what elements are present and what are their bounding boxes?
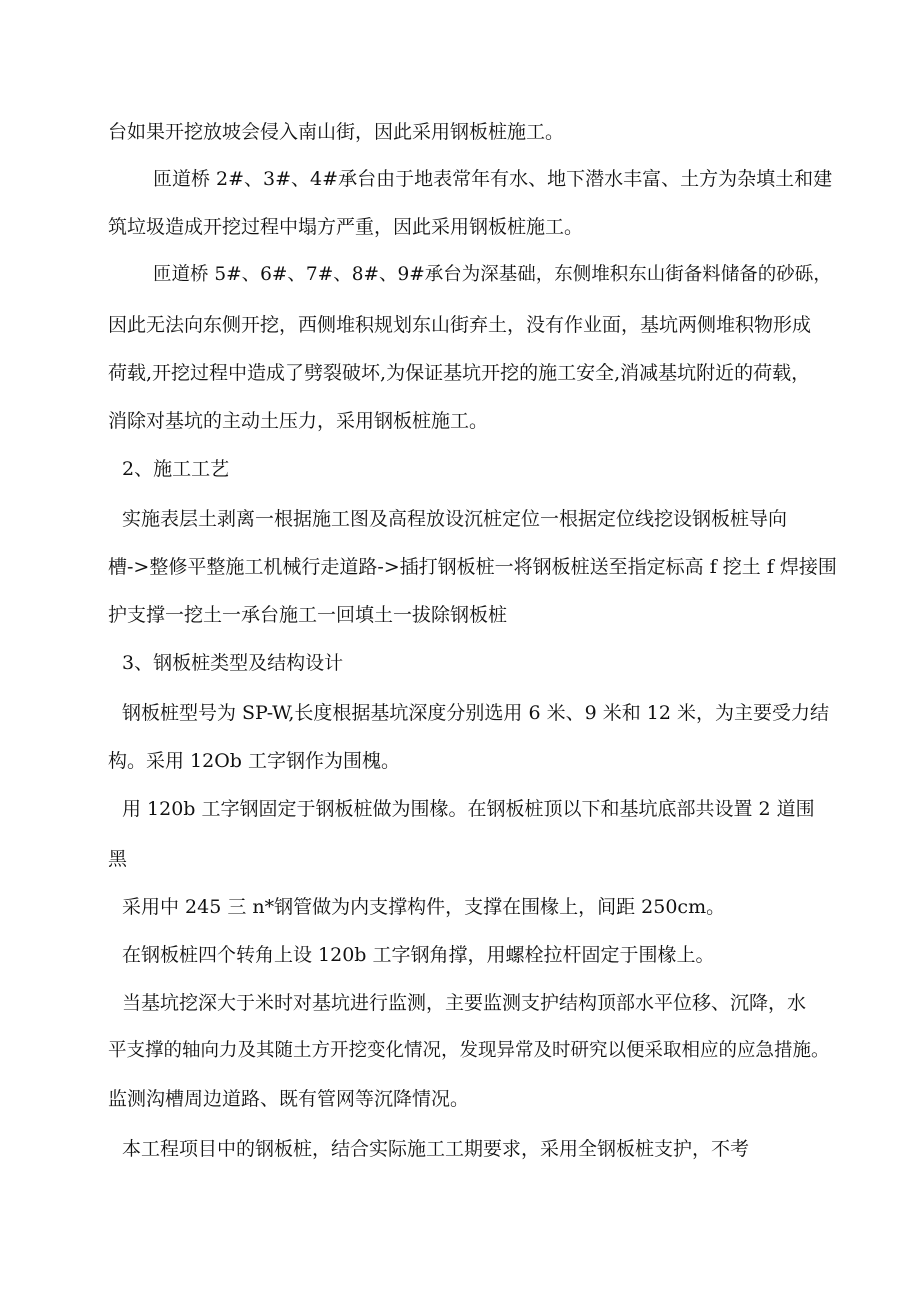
text-line: 本工程项目中的钢板桩，结合实际施工工期要求，采用全钢板桩支护，不考 bbox=[122, 1138, 750, 1160]
text-line: 因此无法向东侧开挖，西侧堆积规划东山街弃土，没有作业面，基坑两侧堆积物形成 bbox=[108, 314, 812, 336]
text-line: 筑垃圾造成开挖过程中塌方严重，因此采用钢板桩施工。 bbox=[108, 216, 584, 238]
text-line: 槽->整修平整施工机械行走道路->插打钢板桩一将钢板桩送至指定标高 f 挖土 f 焊接围 bbox=[108, 556, 837, 578]
text-line: 监测沟槽周边道路、既有管网等沉降情况。 bbox=[108, 1088, 470, 1110]
text-line: 平支撑的轴向力及其随土方开挖变化情况，发现异常及时研究以便采取相应的应急措施。 bbox=[108, 1040, 830, 1061]
text-line: 匝道桥 5#、6#、7#、8#、9#承台为深基础，东侧堆积东山街备料储备的砂砾， bbox=[153, 264, 832, 285]
text-line: 黑 bbox=[108, 848, 128, 870]
text-line: 构。采用 12Ob 工字钢作为围槐。 bbox=[108, 750, 400, 772]
section-heading: 3、钢板桩类型及结构设计 bbox=[122, 652, 344, 674]
text-line: 当基坑挖深大于米时对基坑进行监测，主要监测支护结构顶部水平位移、沉降，水 bbox=[122, 992, 807, 1014]
text-line: 匝道桥 2#、3#、4#承台由于地表常年有水、地下潜水丰富、土方为杂填土和建 bbox=[153, 168, 833, 190]
section-heading: 2、施工工艺 bbox=[122, 458, 230, 480]
text-line: 用 120b 工字钢固定于钢板桩做为围椽。在钢板桩顶以下和基坑底部共设置 2 道围 bbox=[122, 798, 815, 820]
text-line: 台如果开挖放坡会侵入南山街，因此采用钢板桩施工。 bbox=[108, 121, 565, 143]
text-line: 实施表层土剥离一根据施工图及高程放设沉桩定位一根据定位线挖设钢板桩导向 bbox=[122, 508, 788, 530]
text-line: 护支撑一挖土一承台施工一回填土一拔除钢板桩 bbox=[108, 604, 508, 626]
text-line: 荷载,开挖过程中造成了劈裂破坏,为保证基坑开挖的施工安全,消减基坑附近的荷载， bbox=[108, 362, 811, 384]
text-line: 采用中 245 三 n*钢管做为内支撑构件，支撑在围椽上，间距 250cm。 bbox=[122, 896, 726, 918]
text-line: 在钢板桩四个转角上设 120b 工字钢角撑，用螺栓拉杆固定于围椽上。 bbox=[122, 944, 715, 966]
text-line: 钢板桩型号为 SP-W,长度根据基坑深度分别选用 6 米、9 米和 12 米，为主要受力结 bbox=[122, 702, 829, 724]
text-line: 消除对基坑的主动土压力，采用钢板桩施工。 bbox=[108, 410, 489, 432]
